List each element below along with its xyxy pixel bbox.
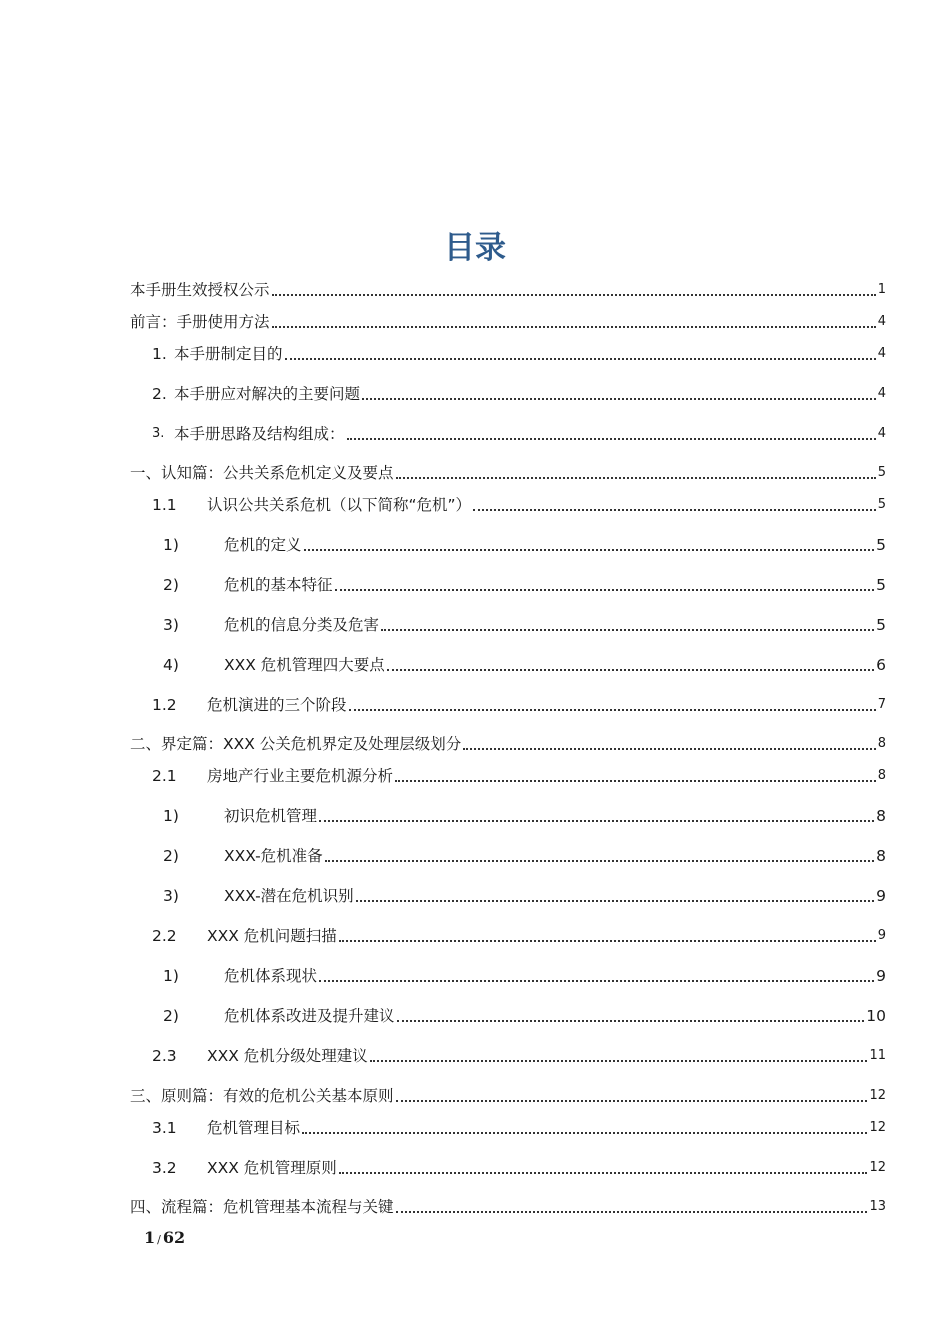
toc-entry-label: 危机的定义 <box>224 536 302 554</box>
toc-entry-number: 2.1 <box>152 767 177 785</box>
toc-entry-page: 9 <box>877 928 886 943</box>
toc-entry[interactable] <box>152 491 886 515</box>
toc-entry-label: 房地产行业主要危机源分析 <box>207 767 394 785</box>
toc-entry[interactable] <box>130 730 886 754</box>
toc-entry-label: 危机演进的三个阶段 <box>207 696 347 714</box>
toc-entry-number: 1) <box>163 536 179 554</box>
toc-entry-label: 危机的基本特征 <box>224 576 333 594</box>
toc-entry[interactable] <box>152 691 886 715</box>
toc-entry-number: 3. <box>152 426 165 441</box>
toc-entry-label: 本手册思路及结构组成： <box>174 425 345 443</box>
toc-leader-dots <box>356 900 874 902</box>
toc-entry-page: 5 <box>877 497 886 512</box>
toc-entry-page: 7 <box>877 697 886 712</box>
toc-entry[interactable] <box>130 1193 886 1217</box>
toc-entry-label: XXX-危机准备 <box>224 847 323 865</box>
toc-entry-number: 2. <box>152 385 167 403</box>
toc-entry[interactable] <box>163 651 886 675</box>
toc-entry-number: 2.3 <box>152 1047 177 1065</box>
toc-entry-label: 三、原则篇：有效的危机公关基本原则 <box>130 1087 394 1105</box>
toc-entry-label: 四、流程篇：危机管理基本流程与关键 <box>130 1198 394 1216</box>
page-title: 目录 <box>444 230 506 266</box>
toc-leader-dots <box>325 860 874 862</box>
toc-entry[interactable] <box>163 802 886 826</box>
toc-entry-label: 危机的信息分类及危害 <box>224 616 380 634</box>
toc-entry-number: 3.1 <box>152 1119 177 1137</box>
toc-entry-label: 本手册应对解决的主要问题 <box>174 385 361 403</box>
toc-entry[interactable] <box>152 1154 886 1178</box>
toc-entry-number: 2) <box>163 847 179 865</box>
toc-entry-label: XXX 危机问题扫描 <box>207 927 337 945</box>
toc-leader-dots <box>396 1100 868 1102</box>
toc-leader-dots <box>387 669 874 671</box>
toc-entry-number: 1.2 <box>152 696 177 714</box>
toc-leader-dots <box>395 780 876 782</box>
toc-entry-number: 2) <box>163 576 179 594</box>
toc-entry[interactable] <box>130 459 886 483</box>
current-page: 1 <box>144 1228 156 1247</box>
toc-entry-number: 2.2 <box>152 927 177 945</box>
toc-leader-dots <box>339 940 876 942</box>
toc-entry-page: 12 <box>869 1160 886 1175</box>
toc-entry[interactable] <box>130 308 886 332</box>
toc-leader-dots <box>319 820 874 822</box>
toc-entry-number: 1. <box>152 345 167 363</box>
toc-entry-number: 3) <box>163 616 179 634</box>
toc-entry-number: 1.1 <box>152 496 177 514</box>
toc-leader-dots <box>272 294 876 296</box>
toc-leader-dots <box>362 398 876 400</box>
toc-leader-dots <box>381 629 874 631</box>
toc-entry[interactable] <box>163 531 886 555</box>
toc-entry[interactable] <box>152 340 886 364</box>
toc-leader-dots <box>347 438 876 440</box>
toc-leader-dots <box>397 1020 865 1022</box>
toc-leader-dots <box>370 1060 868 1062</box>
toc-leader-dots <box>473 509 876 511</box>
toc-leader-dots <box>272 326 876 328</box>
toc-entry-page: 8 <box>877 736 886 751</box>
toc-entry-number: 1) <box>163 967 179 985</box>
toc-entry-page: 5 <box>877 465 886 480</box>
toc-entry[interactable] <box>163 571 886 595</box>
toc-entry-page: 5 <box>876 536 886 554</box>
page-number <box>144 1228 185 1247</box>
toc-entry-page: 11 <box>869 1048 886 1063</box>
toc-entry-page: 6 <box>876 656 886 674</box>
toc-leader-dots <box>335 589 875 591</box>
toc-entry-page: 8 <box>876 847 886 865</box>
toc-entry[interactable] <box>163 1002 886 1026</box>
toc-entry-page: 13 <box>869 1199 886 1214</box>
toc-entry-label: 初识危机管理 <box>224 807 318 825</box>
toc-leader-dots <box>304 549 875 551</box>
toc-entry-page: 5 <box>876 576 886 594</box>
toc-entry-page: 12 <box>869 1088 886 1103</box>
toc-leader-dots <box>396 477 876 479</box>
toc-leader-dots <box>285 358 876 360</box>
toc-entry[interactable] <box>163 882 886 906</box>
toc-entry-label: 危机体系改进及提升建议 <box>224 1007 395 1025</box>
toc-entry-label: XXX 危机分级处理建议 <box>207 1047 368 1065</box>
toc-entry[interactable] <box>152 762 886 786</box>
toc-entry-page: 4 <box>877 314 886 329</box>
toc-entry-label: 前言：手册使用方法 <box>130 313 270 331</box>
toc-entry-page: 8 <box>877 768 886 783</box>
toc-entry-number: 4) <box>163 656 179 674</box>
toc-entry[interactable] <box>163 842 886 866</box>
toc-entry-page: 4 <box>877 386 886 401</box>
toc-leader-dots <box>349 709 876 711</box>
page-separator: / <box>157 1233 161 1246</box>
toc-entry-label: XXX 危机管理原则 <box>207 1159 337 1177</box>
toc-entry-label: 本手册生效授权公示 <box>130 281 270 299</box>
toc-entry[interactable] <box>152 1042 886 1066</box>
toc-entry-number: 1) <box>163 807 179 825</box>
toc-entry-label: XXX-潜在危机识别 <box>224 887 354 905</box>
toc-entry-page: 4 <box>877 426 886 441</box>
toc-entry[interactable] <box>152 1114 886 1138</box>
toc-entry-page: 8 <box>876 807 886 825</box>
toc-leader-dots <box>302 1132 867 1134</box>
toc-entry-label: 一、认知篇：公共关系危机定义及要点 <box>130 464 394 482</box>
toc-entry[interactable] <box>152 922 886 946</box>
toc-entry-page: 4 <box>877 346 886 361</box>
toc-entry[interactable] <box>152 420 886 444</box>
toc-entry-number: 3) <box>163 887 179 905</box>
toc-entry[interactable] <box>130 276 886 300</box>
toc-entry-label: 认识公共关系危机（以下简称“危机”） <box>207 496 472 514</box>
toc-entry-number: 3.2 <box>152 1159 177 1177</box>
toc-leader-dots <box>396 1211 868 1213</box>
toc-leader-dots <box>319 980 874 982</box>
toc-entry-page: 9 <box>876 967 886 985</box>
toc-entry-page: 5 <box>876 616 886 634</box>
toc-entry[interactable] <box>130 1082 886 1106</box>
toc-entry[interactable] <box>163 611 886 635</box>
toc-entry-label: 本手册制定目的 <box>174 345 283 363</box>
toc-entry-page: 9 <box>876 887 886 905</box>
toc-entry-page: 12 <box>869 1120 886 1135</box>
toc-entry-label: XXX 危机管理四大要点 <box>224 656 385 674</box>
toc-leader-dots <box>463 748 875 750</box>
total-pages: 62 <box>162 1228 186 1247</box>
toc-entry-page: 1 <box>877 282 886 297</box>
toc-entry-number: 2) <box>163 1007 179 1025</box>
toc-entry-label: 危机管理目标 <box>207 1119 301 1137</box>
toc-entry-label: 危机体系现状 <box>224 967 318 985</box>
toc-entry-label: 二、界定篇：XXX 公关危机界定及处理层级划分 <box>130 735 462 753</box>
toc-entry-page: 10 <box>866 1007 886 1025</box>
toc-entry[interactable] <box>163 962 886 986</box>
toc-entry[interactable] <box>152 380 886 404</box>
toc-leader-dots <box>339 1172 868 1174</box>
